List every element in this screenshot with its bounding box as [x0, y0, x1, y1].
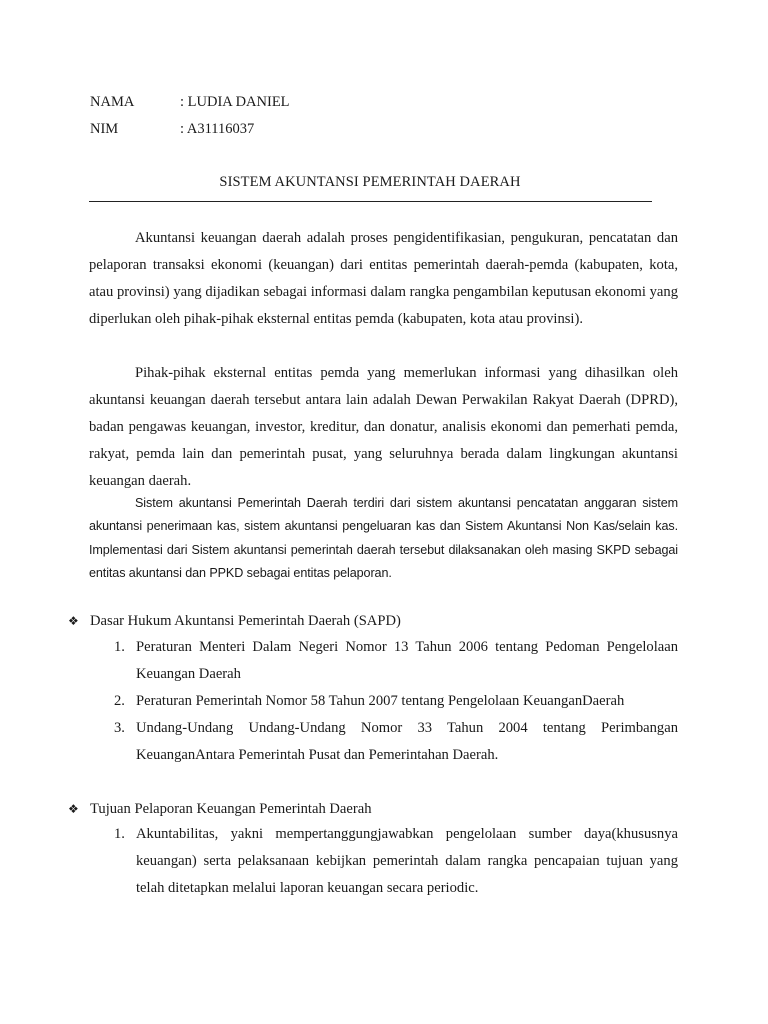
paragraph-definition: Akuntansi keuangan daerah adalah proses pengidentifikasian, pengukuran, pencatatan dan pelaporan transaksi ekonomi (keuangan) dari entitas pemerintah daerah-pemda (kabupaten, kota, atau provinsi) yang dijadikan sebagai informasi dalam rangka pengambilan keputusan ekonomi yang diperlukan oleh pihak-pihak eksternal entitas pemda (kabupaten, kota atau provinsi). — [89, 230, 678, 327]
list-item-number: 1. — [114, 639, 125, 655]
section-heading-text: Tujuan Pelaporan Keuangan Pemerintah Daerah — [90, 801, 372, 817]
list-item-text: Peraturan Pemerintah Nomor 58 Tahun 2007 tentang Pengelolaan KeuanganDaerah — [136, 693, 625, 709]
document-title: SISTEM AKUNTANSI PEMERINTAH DAERAH — [219, 174, 521, 190]
list-item — [114, 634, 678, 688]
reporting-goals-list — [114, 821, 678, 902]
list-item-number: 1. — [114, 826, 125, 842]
legal-basis-list — [114, 634, 678, 769]
list-item — [114, 715, 678, 769]
section-heading-legal-basis — [68, 612, 401, 630]
name-label: NAMA — [90, 94, 135, 110]
nim-label: NIM — [90, 121, 119, 137]
list-item-number: 3. — [114, 720, 125, 736]
list-item-text: Akuntabilitas, yakni mempertanggungjawabkan pengelolaan sumber daya(khususnya keuangan) serta pelaksanaan kebijkan pemerintah dalam rangka pencapaian tujuan yang telah ditetapkan melalui laporan keuangan secara periodic. — [136, 826, 678, 896]
list-item-number: 2. — [114, 693, 125, 709]
section-heading-reporting-goals — [68, 800, 372, 818]
list-item — [114, 821, 678, 902]
paragraph-external-parties: Pihak-pihak eksternal entitas pemda yang memerlukan informasi yang dihasilkan oleh akuntansi keuangan daerah tersebut antara lain adalah Dewan Perwakilan Rakyat Daerah (DPRD), badan pengawas keuangan, investor, kreditur, dan donatur, analisis ekonomi dan pemerhati pemda, rakyat, pemda lain dan pemerintah pusat, yang seluruhnya berada dalam lingkungan akuntansi keuangan daerah. — [89, 365, 678, 489]
name-value: : LUDIA DANIEL — [180, 94, 290, 110]
list-item-text: Undang-Undang Undang-Undang Nomor 33 Tahun 2004 tentang Perimbangan KeuanganAntara Pemerintah Pusat dan Pemerintahan Daerah. — [136, 720, 678, 763]
diamond-bullet-icon: ❖ — [68, 802, 79, 816]
paragraph-system: Sistem akuntansi Pemerintah Daerah terdiri dari sistem akuntansi pencatatan anggaran sistem akuntansi penerimaan kas, sistem akuntansi pengeluaran kas dan Sistem Akuntansi Non Kas/selain kas. Implementasi dari Sistem akuntansi pemerintah daerah tersebut dilaksanakan oleh masing SKPD sebagai entitas akuntansi dan PPKD sebagai entitas pelaporan. — [89, 496, 678, 580]
diamond-bullet-icon: ❖ — [68, 614, 79, 628]
nim-value: : A31116037 — [180, 121, 255, 137]
title-divider — [89, 201, 652, 202]
list-item — [114, 688, 678, 715]
section-heading-text: Dasar Hukum Akuntansi Pemerintah Daerah (SAPD) — [90, 613, 401, 629]
list-item-text: Peraturan Menteri Dalam Negeri Nomor 13 Tahun 2006 tentang Pedoman Pengelolaan Keuangan Daerah — [136, 639, 678, 682]
